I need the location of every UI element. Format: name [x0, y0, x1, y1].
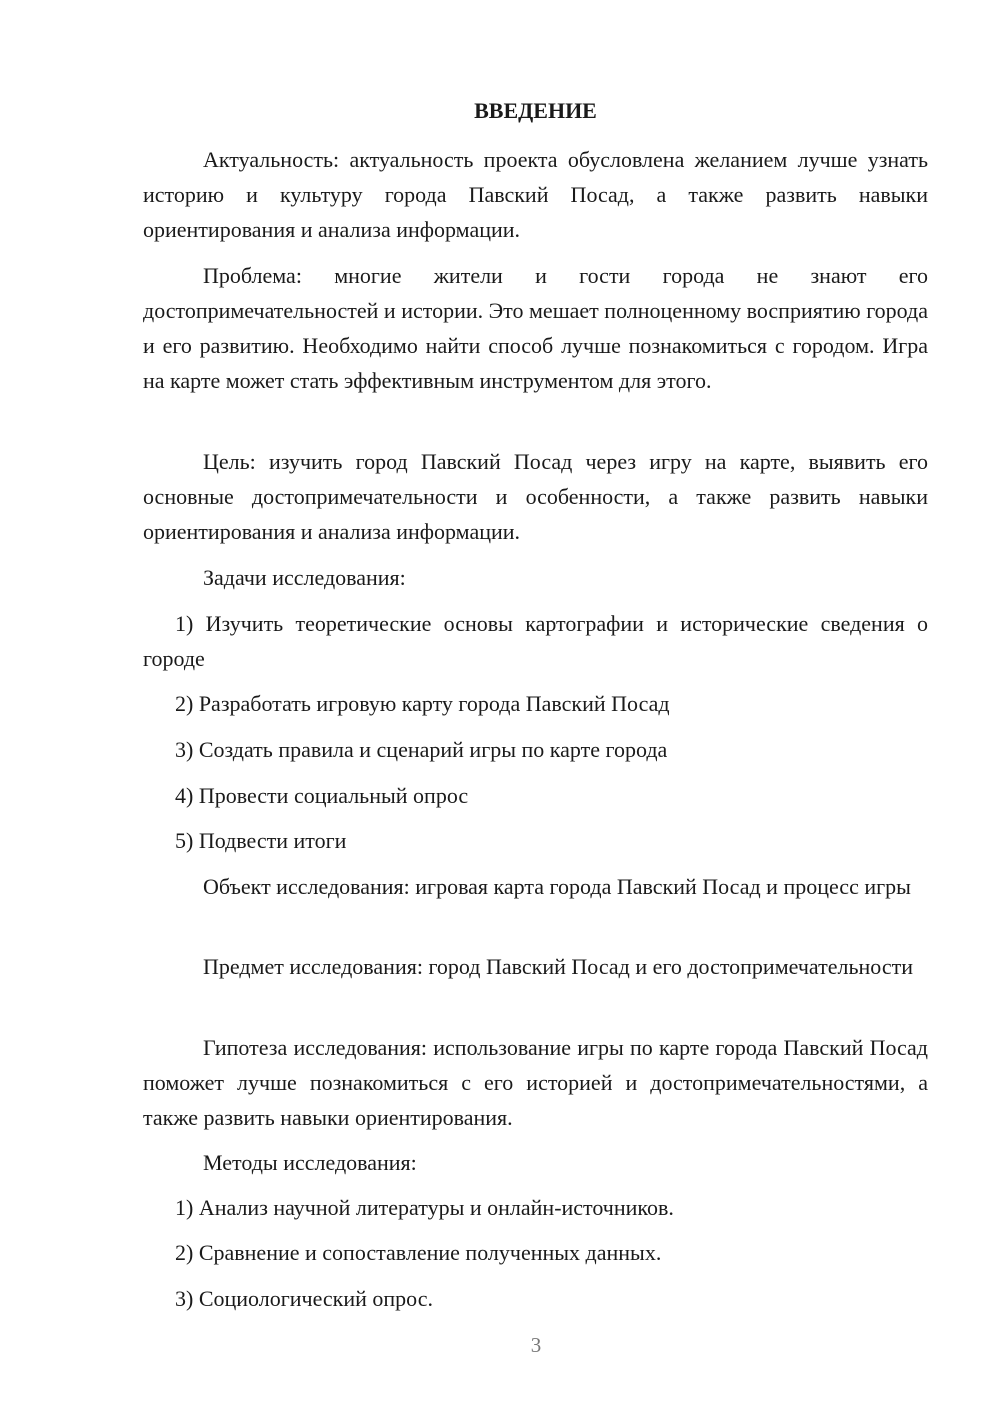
- method-item-3: 3) Социологический опрос.: [175, 1286, 433, 1311]
- page-number: 3: [530, 1333, 542, 1357]
- object-paragraph: Объект исследования: игровая карта города Павский Посад и процесс игры: [203, 874, 911, 899]
- task-item-2: 2) Разработать игровую карту города Павский Посад: [175, 691, 670, 716]
- problem-paragraph: Проблема: многие жители и гости города не знают его достопримечательностей и истории. Это мешает полноценному восприятию города и его развитию. Необходимо найти способ лучше познакомиться с городом. Игра на карте может стать эффективным инструментом для этого.: [143, 263, 928, 393]
- section-title: ВВЕДЕНИЕ: [474, 98, 597, 123]
- method-item-1: 1) Анализ научной литературы и онлайн-источников.: [175, 1195, 674, 1220]
- relevance-paragraph: Актуальность: актуальность проекта обусловлена желанием лучше узнать историю и культуру города Павский Посад, а также развить навыки ориентирования и анализа информации.: [143, 147, 928, 242]
- subject-paragraph: Предмет исследования: город Павский Посад и его достопримечательности: [203, 954, 913, 979]
- goal-paragraph: Цель: изучить город Павский Посад через игру на карте, выявить его основные достопримечательности и особенности, а также развить навыки ориентирования и анализа информации.: [143, 449, 928, 544]
- task-item-3: 3) Создать правила и сценарий игры по карте города: [175, 737, 668, 762]
- method-item-2: 2) Сравнение и сопоставление полученных данных.: [175, 1240, 662, 1265]
- hypothesis-paragraph: Гипотеза исследования: использование игры по карте города Павский Посад поможет лучше познакомиться с его историей и достопримечательностями, а также развить навыки ориентирования.: [143, 1035, 928, 1130]
- task-item-4: 4) Провести социальный опрос: [175, 783, 469, 808]
- task-item-5: 5) Подвести итоги: [175, 828, 347, 853]
- tasks-heading: Задачи исследования:: [203, 565, 406, 590]
- task-item-1: 1) Изучить теоретические основы картографии и исторические сведения о городе: [143, 611, 928, 671]
- methods-heading: Методы исследования:: [203, 1150, 417, 1175]
